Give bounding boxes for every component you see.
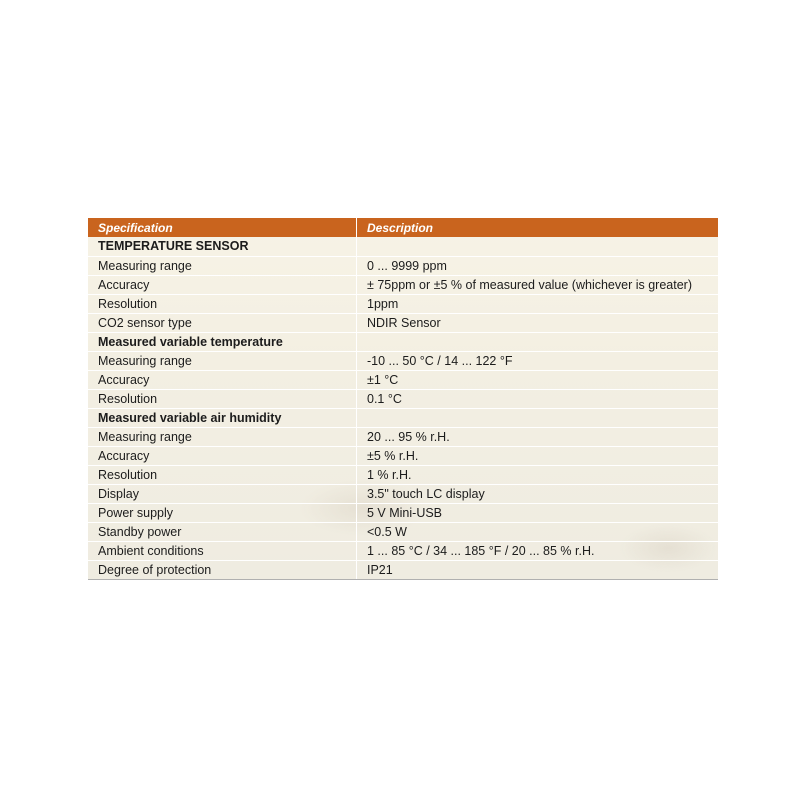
spec-cell: Power supply: [88, 503, 357, 522]
table-row: [88, 465, 718, 484]
spec-cell: Resolution: [88, 294, 357, 313]
column-header-specification: Specification: [88, 218, 357, 237]
section-row: [88, 237, 718, 256]
description-cell: IP21: [357, 560, 719, 579]
spec-cell: CO2 sensor type: [88, 313, 357, 332]
table-row: [88, 522, 718, 541]
table-row: [88, 313, 718, 332]
specification-table: [88, 218, 718, 580]
spec-cell: Measuring range: [88, 427, 357, 446]
description-cell: NDIR Sensor: [357, 313, 719, 332]
spec-cell: Accuracy: [88, 275, 357, 294]
description-cell: <0.5 W: [357, 522, 719, 541]
column-header-description: Description: [357, 218, 719, 237]
spec-cell: Measuring range: [88, 256, 357, 275]
description-cell: ± 75ppm or ±5 % of measured value (whichever is greater): [357, 275, 719, 294]
description-cell: 1 ... 85 °C / 34 ... 185 °F / 20 ... 85 % r.H.: [357, 541, 719, 560]
description-cell: 1 % r.H.: [357, 465, 719, 484]
table-body: [88, 237, 718, 579]
table-row: [88, 503, 718, 522]
description-cell: 3.5" touch LC display: [357, 484, 719, 503]
table-row: [88, 370, 718, 389]
section-title: Measured variable air humidity: [88, 408, 357, 427]
table-row: [88, 256, 718, 275]
spec-cell: Ambient conditions: [88, 541, 357, 560]
description-cell: [357, 408, 719, 427]
description-cell: 0.1 °C: [357, 389, 719, 408]
table-row: [88, 275, 718, 294]
section-row: [88, 408, 718, 427]
spec-cell: Resolution: [88, 389, 357, 408]
description-cell: 5 V Mini-USB: [357, 503, 719, 522]
table-row: [88, 351, 718, 370]
table-row: [88, 541, 718, 560]
table-row: [88, 427, 718, 446]
spec-cell: Display: [88, 484, 357, 503]
table-row: [88, 446, 718, 465]
spec-cell: Standby power: [88, 522, 357, 541]
description-cell: -10 ... 50 °C / 14 ... 122 °F: [357, 351, 719, 370]
section-title: Measured variable temperature: [88, 332, 357, 351]
table-row: [88, 560, 718, 579]
table-row: [88, 389, 718, 408]
description-cell: 0 ... 9999 ppm: [357, 256, 719, 275]
spec-cell: Measuring range: [88, 351, 357, 370]
description-cell: [357, 332, 719, 351]
description-cell: ±1 °C: [357, 370, 719, 389]
spec-cell: Accuracy: [88, 370, 357, 389]
table-row: [88, 484, 718, 503]
description-cell: [357, 237, 719, 256]
description-cell: 1ppm: [357, 294, 719, 313]
table-row: [88, 294, 718, 313]
description-cell: 20 ... 95 % r.H.: [357, 427, 719, 446]
spec-cell: Degree of protection: [88, 560, 357, 579]
table-header-row: [88, 218, 718, 237]
section-row: [88, 332, 718, 351]
spec-cell: Resolution: [88, 465, 357, 484]
section-title: TEMPERATURE SENSOR: [88, 237, 357, 256]
description-cell: ±5 % r.H.: [357, 446, 719, 465]
spec-cell: Accuracy: [88, 446, 357, 465]
